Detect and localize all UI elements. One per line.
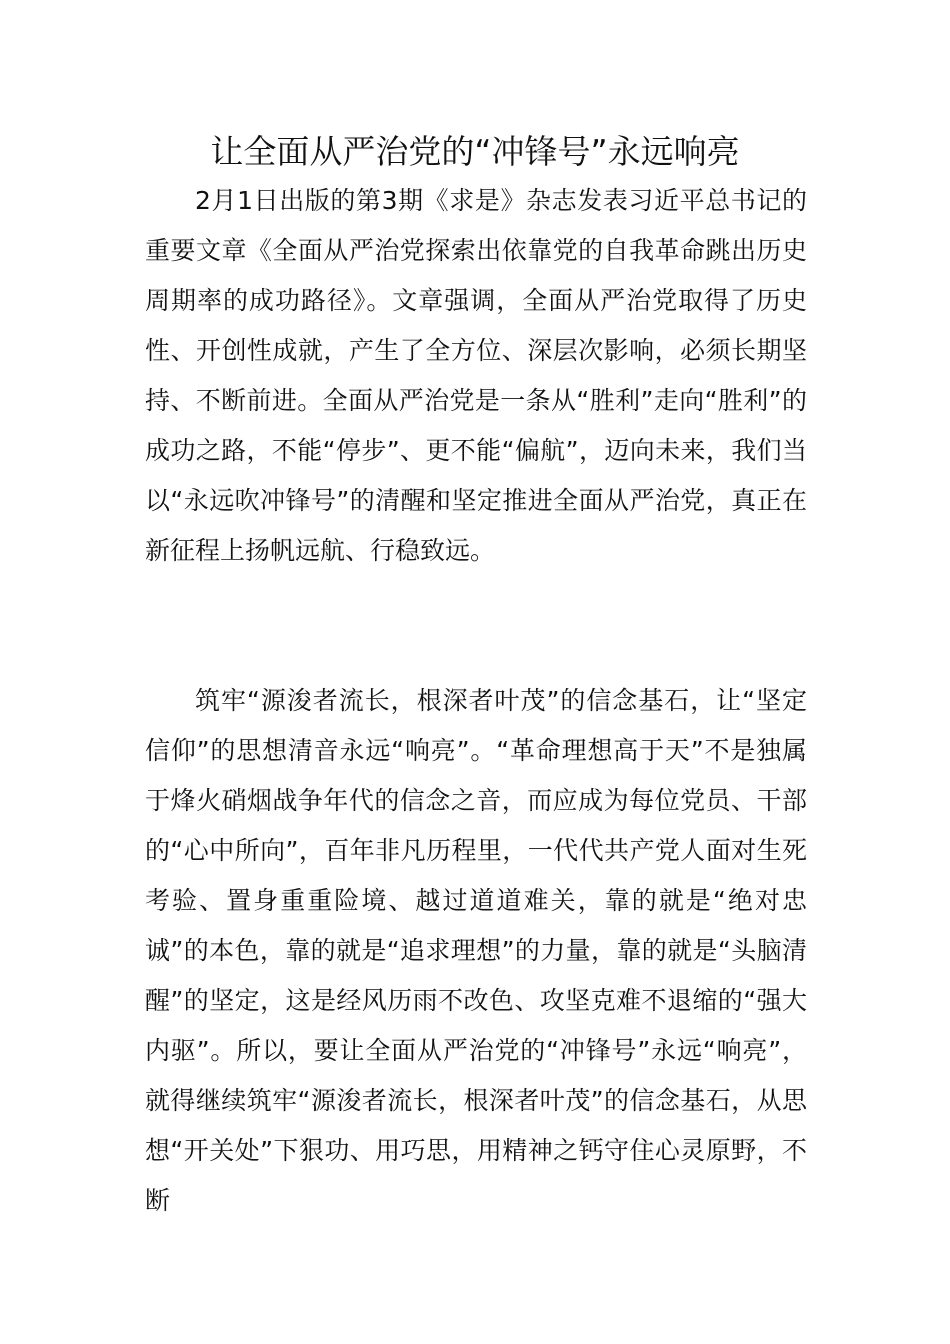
paragraph-2: 筑牢“源浚者流长，根深者叶茂”的信念基石，让“坚定信仰”的思想清音永远“响亮”。“革命理想高于天”不是独属于烽火硝烟战争年代的信念之音，而应成为每位党员、干部的“心中所向”，百年非凡历程里，一代代共产党人面对生死考验、置身重重险境、越过道道难关，靠的就是“绝对忠诚”的本色，靠的就是“追求理想”的力量，靠的就是“头脑清醒”的坚定，这是经风历雨不改色、攻坚克难不退缩的“强大内驱”。所以，要让全面从严治党的“冲锋号”永远“响亮”，就得继续筑牢“源浚者流长，根深者叶茂”的信念基石，从思想“开关处”下狠功、用巧思，用精神之钙守住心灵原野，不断 — [145, 686, 807, 1215]
document-title: 让全面从严治党的“冲锋号”永远响亮 — [210, 132, 740, 171]
paragraph-1: 2月1日出版的第3期《求是》杂志发表习近平总书记的重要文章《全面从严治党探索出依靠党的自我革命跳出历史周期率的成功路径》。文章强调，全面从严治党取得了历史性、开创性成就，产生了全方位、深层次影响，必须长期坚持、不断前进。全面从严治党是一条从“胜利”走向“胜利”的成功之路，不能“停步”、更不能“偏航”，迈向未来，我们当以“永远吹冲锋号”的清醒和坚定推进全面从严治党，真正在新征程上扬帆远航、行稳致远。 — [145, 186, 807, 565]
